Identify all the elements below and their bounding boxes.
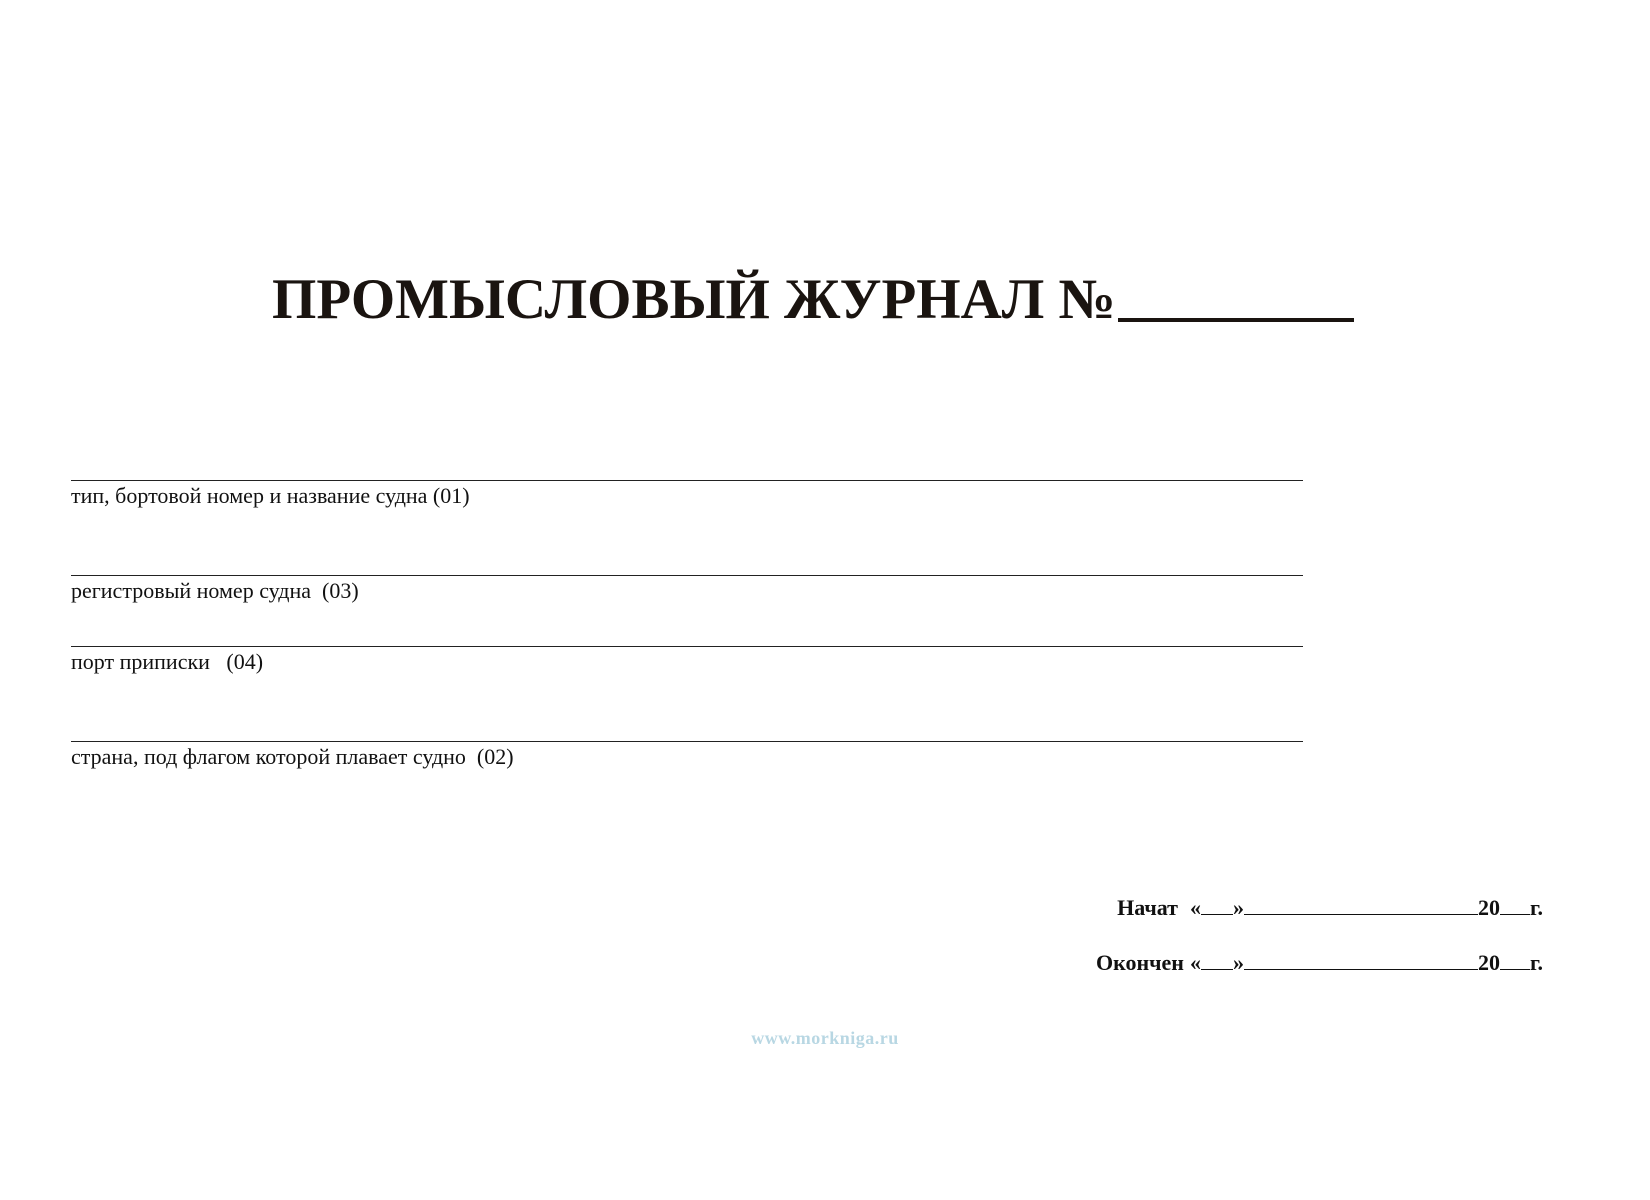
started-year-suffix: г. xyxy=(1529,895,1543,920)
started-century: 20 xyxy=(1477,895,1500,920)
finished-month-blank xyxy=(1244,969,1478,970)
home-port-label: порт приписки (04) xyxy=(71,649,264,674)
finished-year-blank xyxy=(1500,969,1530,970)
finished-day-blank xyxy=(1201,969,1233,970)
registry-number-label: регистровый номер судна (03) xyxy=(71,578,359,603)
started-year-blank xyxy=(1500,914,1530,915)
started-label: Начат xyxy=(1117,895,1178,920)
started-open-quote: « xyxy=(1189,895,1201,920)
started-day-blank xyxy=(1201,914,1233,915)
finished-close-quote: » xyxy=(1232,950,1244,975)
vessel-type-line xyxy=(71,480,1303,481)
watermark: www.morkniga.ru xyxy=(751,1028,899,1048)
started-close-quote: » xyxy=(1232,895,1244,920)
home-port-line xyxy=(71,646,1303,647)
finished-label: Окончен xyxy=(1095,950,1184,975)
vessel-type-label: тип, бортовой номер и название судна (01) xyxy=(71,483,470,508)
finished-date-row xyxy=(1096,952,1543,974)
finished-open-quote: « xyxy=(1189,950,1201,975)
registry-number-field xyxy=(71,575,1303,602)
document-title: ПРОМЫСЛОВЫЙ ЖУРНАЛ № xyxy=(272,268,1116,331)
registry-number-line xyxy=(71,575,1303,576)
started-date-row xyxy=(1117,897,1543,919)
flag-country-line xyxy=(71,741,1303,742)
home-port-field xyxy=(71,646,1303,673)
finished-century: 20 xyxy=(1477,950,1500,975)
title-row xyxy=(272,258,1354,331)
finished-year-suffix: г. xyxy=(1529,950,1543,975)
vessel-type-field xyxy=(71,480,1303,507)
flag-country-label: страна, под флагом которой плавает судно (02) xyxy=(71,744,514,769)
flag-country-field xyxy=(71,741,1303,768)
started-month-blank xyxy=(1244,914,1478,915)
journal-number-blank xyxy=(1118,318,1354,322)
